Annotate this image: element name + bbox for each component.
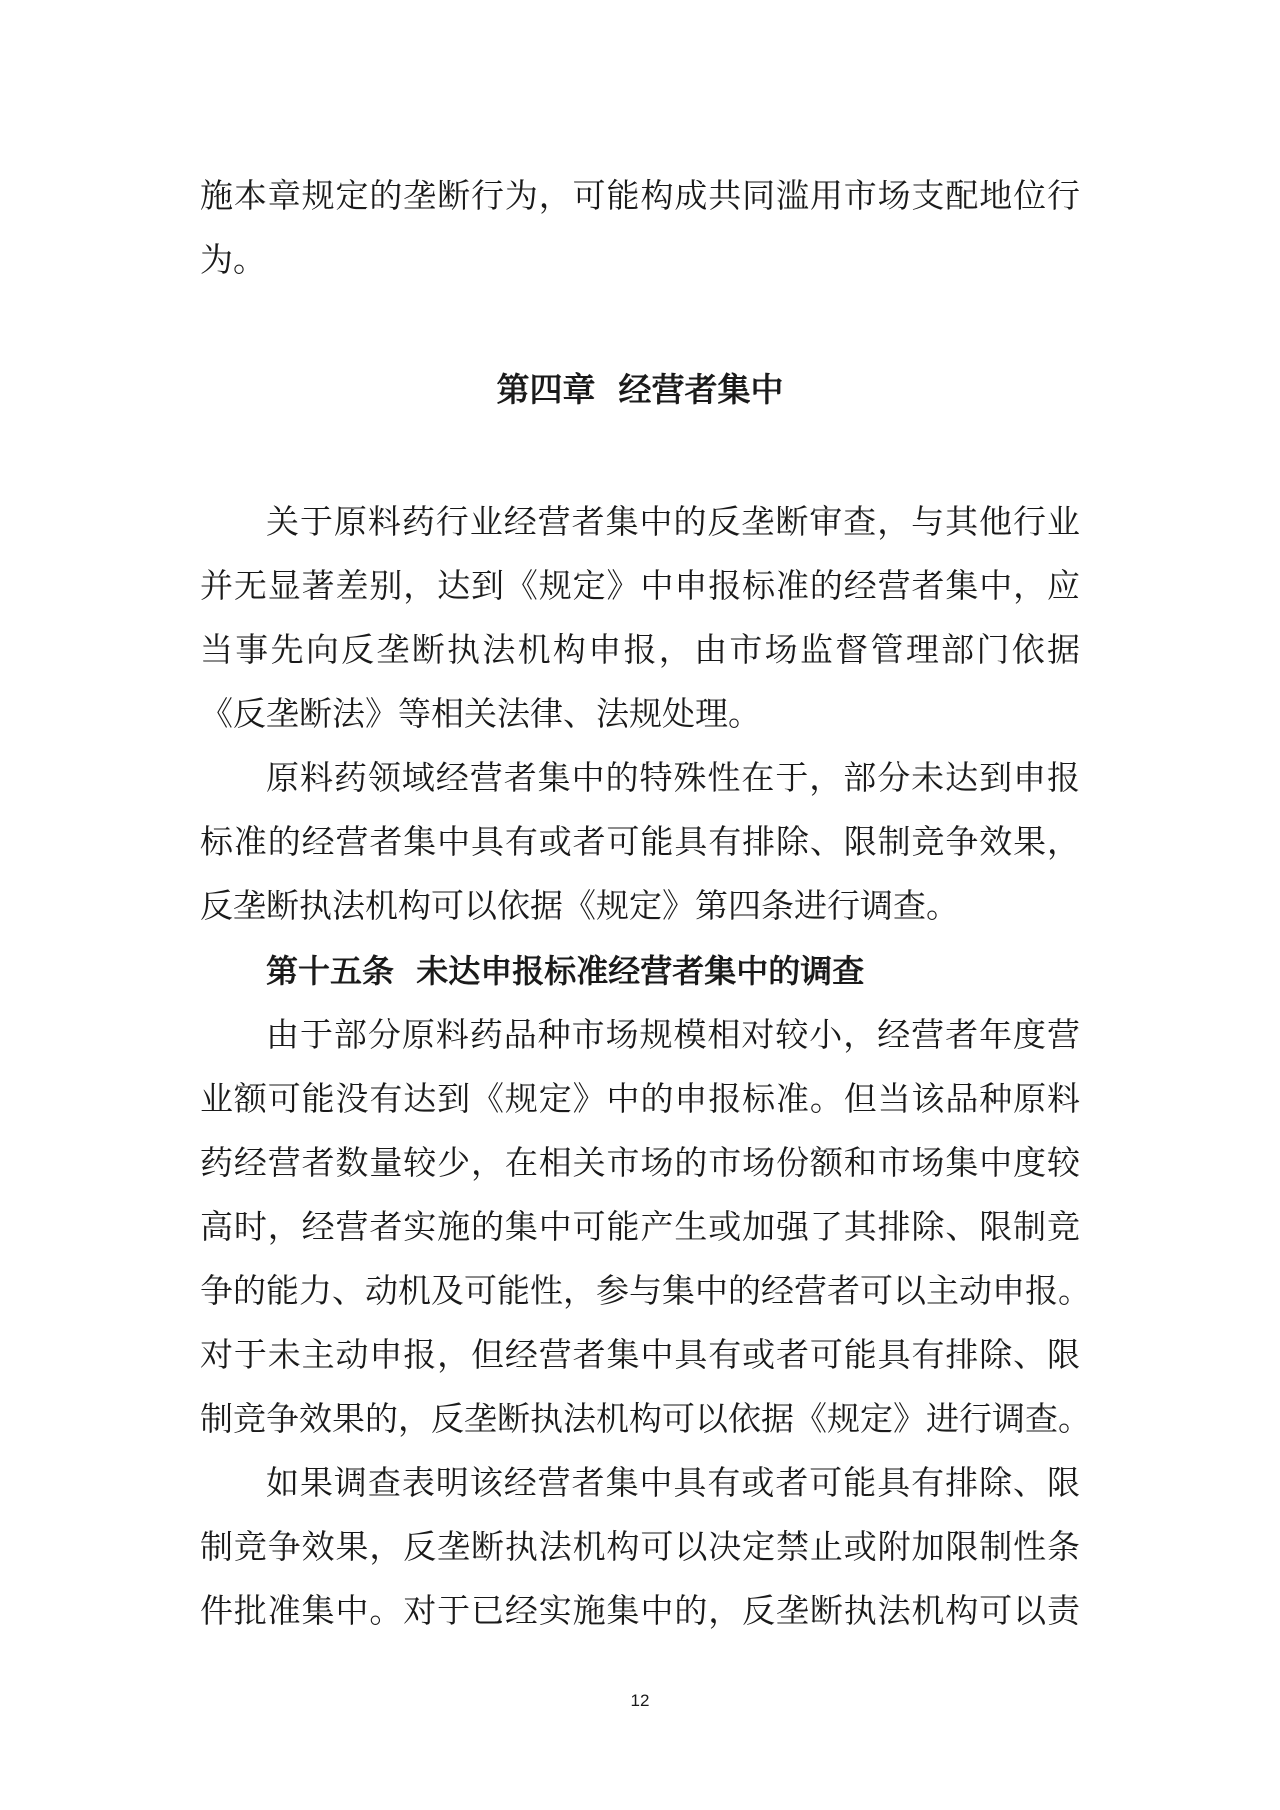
- para3-line-5: 争的能力、动机及可能性，参与集中的经营者可以主动申报。: [200, 1271, 1091, 1310]
- para3-line-7: 制竞争效果的，反垄断执法机构可以依据《规定》进行调查。: [200, 1399, 1091, 1438]
- para4-line-2: 制竞争效果，反垄断执法机构可以决定禁止或附加限制性条: [200, 1527, 1080, 1566]
- para1-line-3: 当事先向反垄断执法机构申报，由市场监督管理部门依据: [200, 630, 1080, 669]
- para3-line-4: 高时，经营者实施的集中可能产生或加强了其排除、限制竞: [200, 1207, 1080, 1246]
- para3-line-6: 对于未主动申报，但经营者集中具有或者可能具有排除、限: [200, 1335, 1080, 1374]
- para2-line-1: 原料药领域经营者集中的特殊性在于，部分未达到申报: [266, 758, 1080, 797]
- para3-line-2: 业额可能没有达到《规定》中的申报标准。但当该品种原料: [200, 1079, 1080, 1118]
- article-title: 第十五条 未达申报标准经营者集中的调查: [266, 952, 865, 990]
- intro-line-1: 施本章规定的垄断行为，可能构成共同滥用市场支配地位行: [200, 176, 1080, 215]
- para1-line-4: 《反垄断法》等相关法律、法规处理。: [200, 694, 761, 733]
- para4-line-3: 件批准集中。对于已经实施集中的，反垄断执法机构可以责: [200, 1591, 1080, 1630]
- para3-line-1: 由于部分原料药品种市场规模相对较小，经营者年度营: [266, 1015, 1080, 1054]
- para4-line-1: 如果调查表明该经营者集中具有或者可能具有排除、限: [266, 1463, 1080, 1502]
- para2-line-3: 反垄断执法机构可以依据《规定》第四条进行调查。: [200, 886, 959, 925]
- para1-line-1: 关于原料药行业经营者集中的反垄断审查，与其他行业: [266, 502, 1080, 541]
- page-number: 12: [630, 1691, 650, 1710]
- intro-line-2: 为。: [200, 240, 266, 279]
- para3-line-3: 药经营者数量较少，在相关市场的市场份额和市场集中度较: [200, 1143, 1080, 1182]
- para2-line-2: 标准的经营者集中具有或者可能具有排除、限制竞争效果，: [200, 822, 1080, 861]
- para1-line-2: 并无显著差别，达到《规定》中申报标准的经营者集中，应: [200, 566, 1080, 605]
- chapter-title: 第四章 经营者集中: [496, 370, 784, 409]
